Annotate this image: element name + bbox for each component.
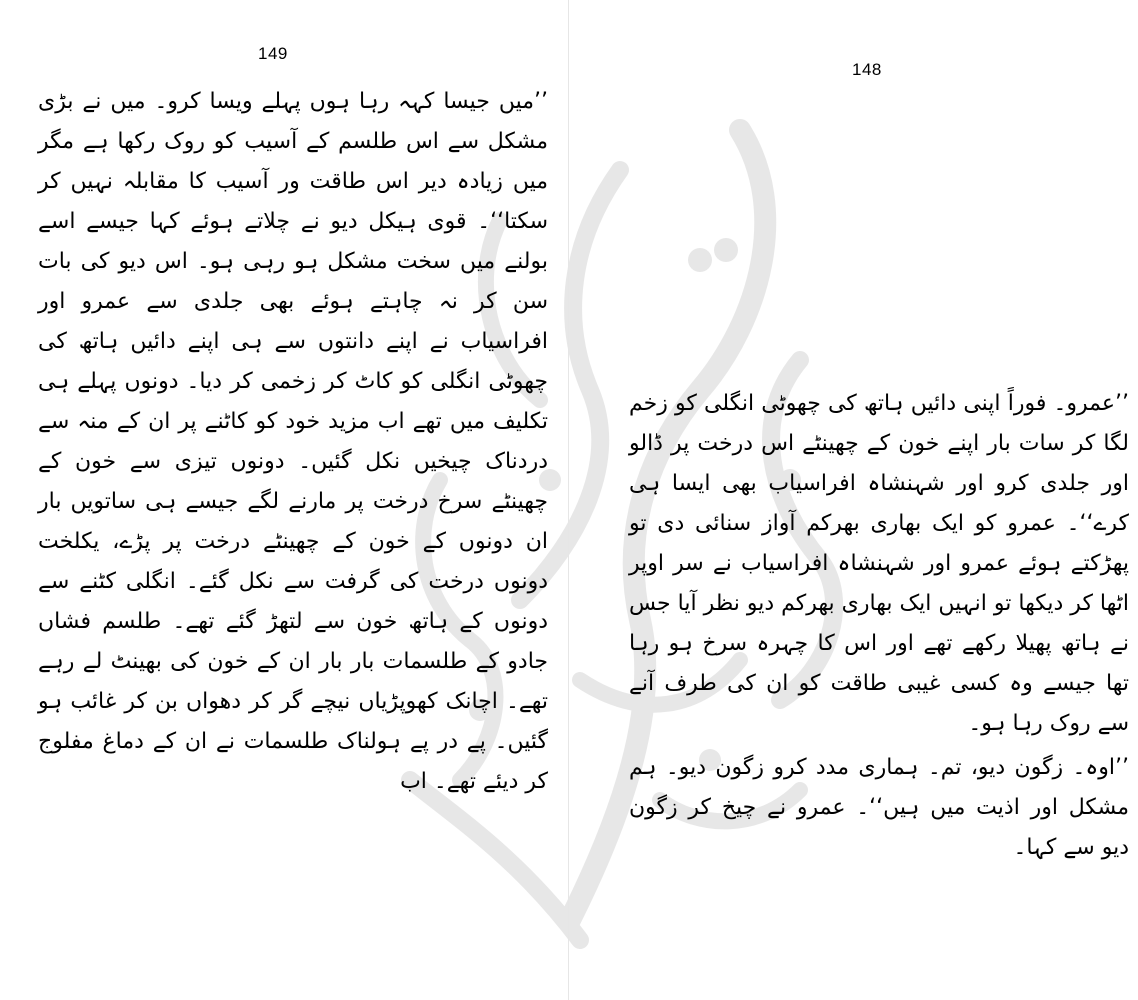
- page-number: 149: [258, 44, 288, 63]
- paragraph: ’’اوہ۔ زگون دیو، تم۔ ہماری مدد کرو زگون دیو۔ ہم مشکل اور اذیت میں ہیں‘‘۔ عمرو نے چیخ کر زگون دیو سے کہا۔: [629, 755, 1129, 860]
- body-text: [629, 384, 1129, 868]
- paragraph: ’’عمرو۔ فوراً اپنی دائیں ہاتھ کی چھوٹی انگلی کو زخم لگا کر سات بار اپنے خون کے چھینٹے اس درخت پر ڈالو اور جلدی کرو اور شہنشاہ افراسیاب بھی ایسا ہی کرے‘‘۔ عمرو کو ایک بھاری بھرکم آواز سنائی دی تو پھڑکتے ہوئے عمرو اور شہنشاہ افراسیاب نے سر اوپر اٹھا کر دیکھا تو انہیں ایک بھاری بھرکم دیو نظر آیا جس نے ہاتھ پھیلا رکھے تھے اور اس کا چہرہ سرخ ہو رہا تھا جیسے وہ کسی غیبی طاقت کو ان کی طرف آنے سے روک رہا ہو۔: [629, 391, 1129, 736]
- body-text: [38, 82, 548, 802]
- paragraph: ’’میں جیسا کہہ رہا ہوں پہلے ویسا کرو۔ میں نے بڑی مشکل سے اس طلسم کے آسیب کو روک رکھا ہے مگر میں زیادہ دیر اس طاقت ور آسیب کا مقابلہ نہیں کر سکتا‘‘۔ قوی ہیکل دیو نے چلاتے ہوئے کہا جیسے اسے بولنے میں سخت مشکل ہو رہی ہو۔ اس دیو کی بات سن کر نہ چاہتے ہوئے بھی جلدی سے عمرو اور افراسیاب نے اپنے دانتوں سے ہی اپنے دائیں ہاتھ کی چھوٹی انگلی کو کاٹ کر زخمی کر دیا۔ دونوں پہلے ہی تکلیف میں تھے اب مزید خود کو کاٹنے پر ان کے منہ سے دردناک چیخیں نکل گئیں۔ دونوں تیزی سے خون کے چھینٹے سرخ درخت پر مارنے لگے جیسے ہی ساتویں بار ان دونوں کے خون کے چھینٹے درخت پر پڑے، یکلخت دونوں درخت کی گرفت سے نکل گئے۔ انگلی کٹنے سے دونوں کے ہاتھ خون سے لتھڑ گئے تھے۔ طلسم فشاں جادو کے طلسمات بار بار ان کے خون کی بھینٹ لے رہے تھے۔ اچانک کھوپڑیاں نیچے گر کر دھواں بن کر غائب ہو گئیں۔ پے در پے ہولناک طلسمات نے ان کے دماغ مفلوج کر دیئے تھے۔ اب: [38, 89, 549, 794]
- page-right: [569, 0, 1138, 1000]
- page-number: 148: [852, 60, 882, 79]
